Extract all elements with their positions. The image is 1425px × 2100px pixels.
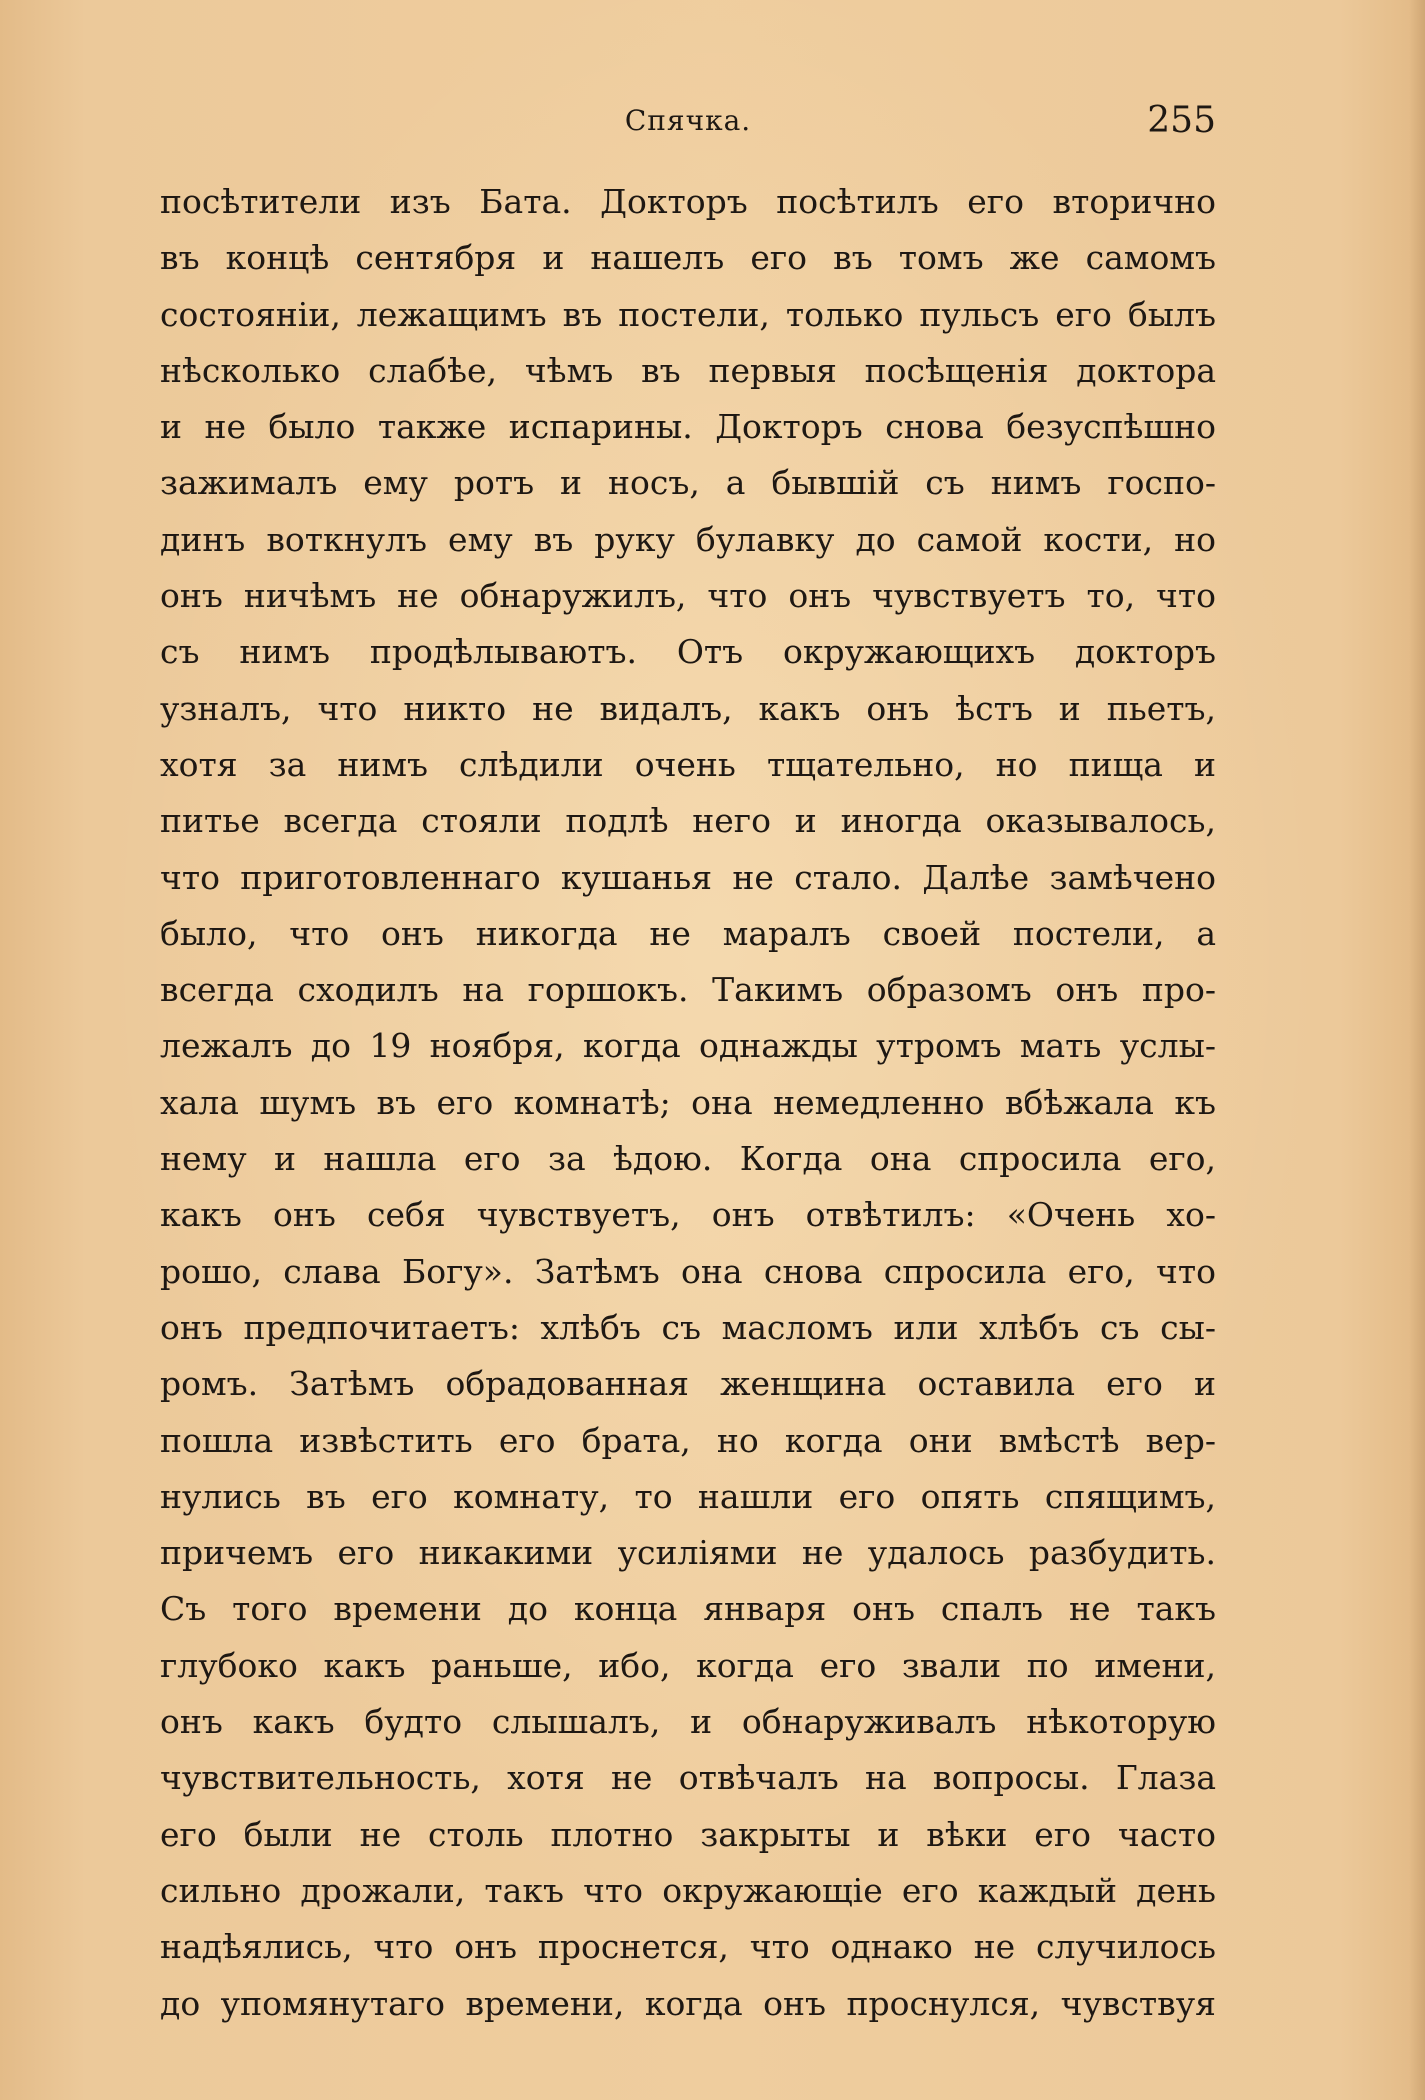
text-line: въ концѣ сентября и нашелъ его въ томъ же самомъ [160, 238, 1216, 278]
text-line: Съ того времени до конца января онъ спалъ не такъ [160, 1589, 1216, 1629]
text-line: зажималъ ему ротъ и носъ, а бывшiй съ нимъ госпо- [160, 463, 1216, 503]
text-line: ромъ. Затѣмъ обрадованная женщина оставила его и [160, 1364, 1216, 1404]
text-line: хотя за нимъ слѣдили очень тщательно, но пища и [160, 744, 1216, 784]
page-header [160, 100, 1216, 150]
text-line: хала шумъ въ его комнатѣ; она немедленно вбѣжала къ [160, 1082, 1216, 1122]
running-title: Спячка. [624, 104, 752, 137]
page-number: 255 [1147, 100, 1216, 141]
text-line: и не было также испарины. Докторъ снова безуспѣшно [160, 407, 1216, 447]
text-line: какъ онъ себя чувствуетъ, онъ отвѣтилъ: «Очень хо- [160, 1195, 1216, 1235]
text-line: надѣялись, что онъ проснется, что однако не случилось [160, 1927, 1216, 1967]
text-line: питье всегда стояли подлѣ него и иногда оказывалось, [160, 801, 1216, 841]
text-line: глубоко какъ раньше, ибо, когда его звали по имени, [160, 1645, 1216, 1685]
text-line: узналъ, что никто не видалъ, какъ онъ ѣстъ и пьетъ, [160, 688, 1216, 728]
text-line: чувствительность, хотя не отвѣчалъ на вопросы. Глаза [160, 1758, 1216, 1798]
text-line: нѣсколько слабѣе, чѣмъ въ первыя посѣщенiя доктора [160, 350, 1216, 390]
text-line: причемъ его никакими усилiями не удалось разбудить. [160, 1533, 1216, 1573]
text-line: рошо, слава Богу». Затѣмъ она снова спросила его, что [160, 1251, 1216, 1291]
text-line: нему и нашла его за ѣдою. Когда она спросила его, [160, 1139, 1216, 1179]
body-text [160, 174, 1216, 2032]
text-line: лежалъ до 19 ноября, когда однажды утромъ мать услы- [160, 1026, 1216, 1066]
text-line: онъ какъ будто слышалъ, и обнаруживалъ нѣкоторую [160, 1702, 1216, 1742]
text-line: что приготовленнаго кушанья не стало. Далѣе замѣчено [160, 857, 1216, 897]
text-line: посѣтители изъ Бата. Докторъ посѣтилъ его вторично [160, 182, 1216, 221]
text-line: было, что онъ никогда не маралъ своей постели, а [160, 913, 1216, 953]
text-line: состоянiи, лежащимъ въ постели, только пульсъ его былъ [160, 294, 1216, 334]
text-line: динъ воткнулъ ему въ руку булавку до самой кости, но [160, 519, 1216, 559]
text-line: сильно дрожали, такъ что окружающiе его каждый день [160, 1870, 1216, 1910]
text-line: съ нимъ продѣлываютъ. Отъ окружающихъ докторъ [160, 632, 1216, 672]
text-line: онъ ничѣмъ не обнаружилъ, что онъ чувствуетъ то, что [160, 576, 1216, 616]
text-line: до упомянутаго времени, когда онъ проснулся, чувствуя [160, 1983, 1216, 2023]
text-line: пошла извѣстить его брата, но когда они вмѣстѣ вер- [160, 1420, 1216, 1460]
text-line: онъ предпочитаетъ: хлѣбъ съ масломъ или хлѣбъ съ сы- [160, 1307, 1216, 1347]
text-line: его были не столь плотно закрыты и вѣки его часто [160, 1814, 1216, 1854]
text-line: нулись въ его комнату, то нашли его опять спящимъ, [160, 1476, 1216, 1516]
text-line: всегда сходилъ на горшокъ. Такимъ образомъ онъ про- [160, 970, 1216, 1010]
page-edge-shadow [1409, 0, 1425, 2100]
